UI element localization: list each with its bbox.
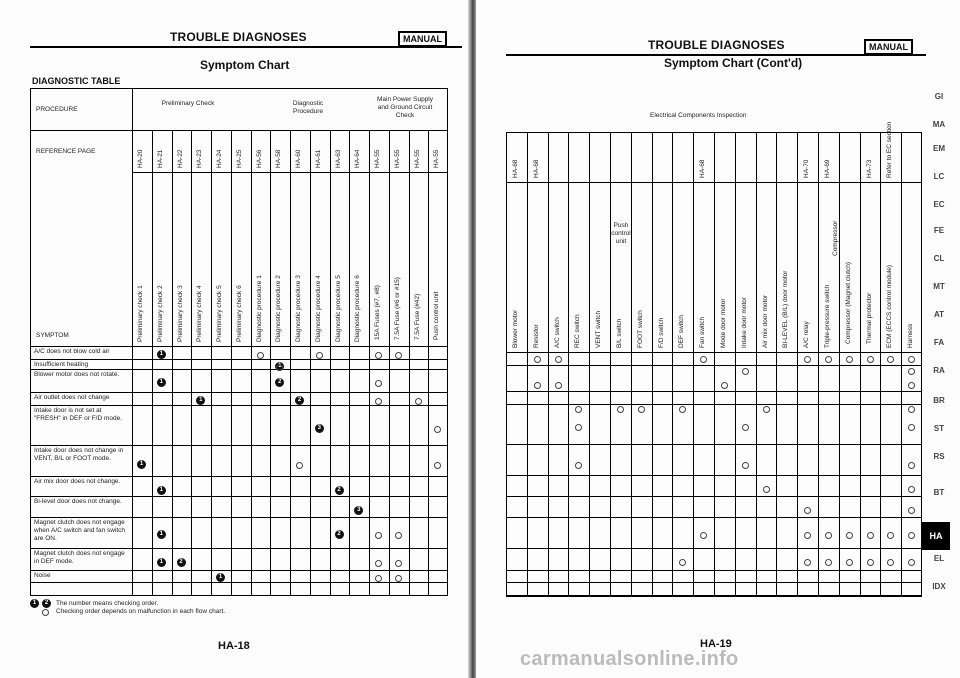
reference-page-cell: HA-70 (803, 159, 811, 178)
table-row (30, 392, 448, 393)
column-line (191, 130, 192, 596)
reference-page-cell: HA-55 (433, 149, 441, 168)
component-label: B/L switch (616, 318, 623, 348)
column-line (330, 130, 331, 596)
depends-mark (375, 398, 382, 405)
component-label: VENT switch (595, 310, 603, 348)
depends-mark (316, 352, 323, 359)
depends-mark (867, 532, 874, 539)
table-row (506, 582, 922, 583)
order-mark: 3 (354, 506, 363, 515)
side-tab-lc[interactable]: LC (933, 172, 945, 181)
column-line (231, 130, 232, 596)
legend-text-depends: Checking order depends on malfunction in each flow chart. (56, 608, 226, 615)
side-tab-mt[interactable]: MT (933, 282, 945, 291)
depends-mark (825, 356, 832, 363)
depends-mark (846, 356, 853, 363)
component-label: Air mix door motor (761, 294, 769, 348)
reference-page-cell: HA-61 (314, 149, 322, 168)
column-line (211, 130, 212, 596)
depends-mark (555, 382, 562, 389)
depends-mark (721, 382, 728, 389)
component-label: Intake door motor (740, 297, 748, 348)
component-label: Harness (907, 323, 915, 348)
depends-mark (763, 486, 770, 493)
table-row (30, 369, 448, 370)
column-line (548, 132, 549, 596)
column-line (672, 132, 673, 596)
depends-mark (375, 575, 382, 582)
check-step-label: Preliminary check 5 (216, 285, 223, 342)
column-line (714, 132, 715, 596)
depends-mark (825, 559, 832, 566)
table-row (506, 475, 922, 476)
page-subtitle: Symptom Chart (Cont'd) (664, 56, 803, 70)
column-line (818, 132, 819, 596)
page-header: TROUBLE DIAGNOSES (170, 30, 307, 44)
column-line (735, 132, 736, 596)
group-preliminary: Preliminary Check (161, 100, 215, 107)
header-rule (30, 46, 462, 48)
depends-mark (375, 352, 382, 359)
legend-dot-2: 2 (42, 599, 51, 608)
column-line (290, 130, 291, 596)
side-tab-fa[interactable]: FA (933, 338, 945, 347)
page-number: HA-19 (700, 638, 732, 650)
page-header: TROUBLE DIAGNOSES (648, 38, 785, 52)
depends-mark (395, 532, 402, 539)
manual-badge: MANUAL (398, 31, 447, 47)
order-mark: 1 (157, 558, 166, 567)
check-step-label: Preliminary check 6 (235, 285, 243, 342)
watermark: carmanualsonline.info (520, 648, 739, 670)
check-step-label: Preliminary check 2 (156, 285, 164, 342)
order-mark: 1 (157, 530, 166, 539)
depends-mark (867, 356, 874, 363)
column-line (901, 132, 902, 596)
order-mark: 1 (157, 486, 166, 495)
table-row (30, 405, 448, 406)
column-line (409, 130, 410, 596)
symptom-row-label: Insufficient heating (34, 361, 89, 368)
order-mark: 2 (295, 396, 304, 405)
table-row (506, 517, 922, 518)
component-label: Blower motor (512, 309, 519, 348)
current-section-tab[interactable]: HA (922, 522, 950, 550)
reference-page-cell: HA-69 (824, 159, 831, 178)
reference-page-cell: HA-60 (295, 149, 302, 168)
side-tab-fe[interactable]: FE (933, 226, 945, 235)
symptom-divider (30, 346, 448, 347)
check-step-label: Diagnostic procedure 5 (334, 275, 342, 342)
legend-ring (42, 609, 49, 616)
depends-mark (534, 382, 541, 389)
symptom-row-label: A/C does not blow cold air (34, 348, 110, 355)
table-row (30, 445, 448, 446)
column-line (389, 130, 390, 596)
component-label: Fan switch (699, 316, 707, 348)
component-label: Compressor (Magnet clutch) (844, 262, 852, 344)
depends-mark (395, 352, 402, 359)
side-tab-st[interactable]: ST (933, 424, 945, 433)
check-step-label: 15A Fuses (#7, #8) (374, 285, 381, 340)
order-mark: 1 (157, 350, 166, 359)
table-row (30, 582, 448, 583)
column-line (568, 132, 569, 596)
column-line (839, 132, 840, 596)
depends-mark (534, 356, 541, 363)
reference-label: REFERENCE PAGE (36, 148, 96, 155)
procedure-label: PROCEDURE (36, 106, 78, 113)
symptom-row-label: Air mix door does not change. (34, 478, 121, 485)
reference-page-cell: HA-68 (532, 159, 540, 178)
component-label: A/C relay (803, 321, 811, 348)
depends-mark (375, 560, 382, 567)
column-line (693, 132, 694, 596)
table-row (506, 365, 922, 366)
table-row (506, 391, 922, 392)
column-line (610, 132, 611, 596)
side-tab-br[interactable]: BR (933, 396, 945, 405)
component-label: Resistor (532, 324, 540, 348)
side-tab-rs[interactable]: RS (933, 452, 945, 461)
component-label: FOOT switch (636, 310, 644, 348)
component-label: A/C switch (553, 317, 561, 348)
section-title: DIAGNOSTIC TABLE (32, 76, 121, 86)
column-line (172, 130, 173, 596)
component-label: REC switch (574, 314, 582, 348)
order-mark: 2 (177, 558, 186, 567)
depends-mark (395, 575, 402, 582)
symptom-row-label: Magnet clutch does not engage when A/C switch and fan switch are ON. (34, 519, 126, 542)
table-row (506, 596, 922, 597)
reference-page-cell: HA-21 (156, 149, 164, 168)
side-tab-el[interactable]: EL (933, 554, 945, 563)
component-label: F/D switch (657, 317, 665, 348)
component-label: Mode door motor (720, 298, 727, 348)
depends-mark (296, 462, 303, 469)
check-step-label: 7.5A Fuse (#6 or #15) (393, 277, 401, 340)
depends-mark (555, 356, 562, 363)
depends-mark (763, 406, 770, 413)
depends-mark (742, 368, 749, 375)
push-control-label: Push control unit (611, 222, 631, 245)
column-line (797, 132, 798, 596)
compressor-group-label: Compressor (832, 220, 839, 256)
order-mark: 2 (275, 378, 284, 387)
symptom-row-label: Magnet clutch does not engage in DEF mode. (34, 550, 125, 565)
check-step-label: Diagnostic procedure 3 (295, 275, 302, 342)
table-row (30, 548, 448, 549)
symptom-row-label: Noise (34, 572, 51, 579)
symptom-row-label: Intake door does not change in VENT, B/L or FOOT mode. (34, 447, 124, 462)
check-step-label: Diagnostic procedure 6 (354, 275, 362, 342)
order-mark: 1 (216, 573, 225, 582)
legend-text-order: The number means checking order. (56, 600, 159, 607)
table-row (30, 359, 448, 360)
table-row (30, 496, 448, 497)
check-step-label: Diagnostic procedure 4 (314, 275, 322, 342)
order-mark: 1 (196, 396, 205, 405)
table-row (30, 570, 448, 571)
reference-page-cell: HA-56 (255, 149, 263, 168)
reference-page-cell: HA-55 (413, 149, 421, 168)
table-row (506, 496, 922, 497)
column-line (310, 130, 311, 596)
header-divider (30, 130, 448, 131)
depends-mark (638, 406, 645, 413)
order-mark: 1 (137, 460, 146, 469)
reference-page-cell: HA-20 (137, 149, 144, 168)
column-line (652, 132, 653, 596)
symptom-row-label: Bi-level door does not change. (34, 498, 122, 505)
component-label: ECM (ECCS control module) (886, 264, 894, 348)
page-number: HA-18 (218, 640, 250, 652)
symptom-row-label: Blower motor does not rotate. (34, 371, 120, 378)
side-tab-idx[interactable]: IDX (932, 582, 946, 591)
column-line (589, 132, 590, 596)
side-tab-ec[interactable]: EC (933, 200, 945, 209)
side-tab-ra[interactable]: RA (933, 366, 945, 375)
reference-page-cell: HA-22 (176, 149, 184, 168)
depends-mark (395, 560, 402, 567)
column-line (880, 132, 881, 596)
column-line (369, 130, 370, 596)
table-row (506, 444, 922, 445)
reference-page-cell: HA-63 (334, 149, 342, 168)
symptom-row-label: Air outlet does not change (34, 394, 110, 401)
table-row (30, 476, 448, 477)
group-main-power: Main Power Supply and Ground Circuit Check (377, 96, 433, 119)
side-tab-bt[interactable]: BT (933, 488, 945, 497)
check-step-label: Preliminary check 4 (196, 285, 204, 342)
reference-page-cell: HA-55 (393, 149, 401, 168)
column-line (428, 130, 429, 596)
order-mark: 1 (157, 378, 166, 387)
reference-page-cell: HA-23 (196, 149, 204, 168)
column-line (631, 132, 632, 596)
column-line (527, 132, 528, 596)
side-tab-cl[interactable]: CL (933, 254, 945, 263)
depends-mark (846, 532, 853, 539)
check-step-label: Preliminary check 3 (176, 285, 184, 342)
reference-page-cell: HA-73 (865, 159, 873, 178)
reference-page-cell: Refer to EC section (886, 121, 894, 178)
left-page (0, 0, 470, 678)
reference-page-cell: HA-25 (235, 149, 243, 168)
reference-page-cell: HA-68 (512, 159, 519, 178)
column-line (270, 130, 271, 596)
side-tab-gi[interactable]: GI (934, 92, 944, 101)
symptom-column-divider (132, 88, 133, 596)
order-mark: 2 (335, 486, 344, 495)
legend-dot-1: 1 (30, 599, 39, 608)
table-row (506, 570, 922, 571)
reference-page-cell: HA-58 (275, 149, 283, 168)
manual-badge: MANUAL (864, 39, 913, 55)
side-tab-em[interactable]: EM (933, 144, 945, 153)
symptom-row-label: Intake door is not set at "FRESH" in DEF or F/D mode. (34, 407, 123, 422)
order-mark: 1 (275, 362, 284, 371)
component-label: Triple-pressure switch (824, 284, 831, 348)
column-line (756, 132, 757, 596)
check-step-label: Preliminary check 1 (137, 285, 144, 342)
order-mark: 2 (335, 530, 344, 539)
column-line (349, 130, 350, 596)
depends-mark (846, 559, 853, 566)
order-mark: 3 (315, 424, 324, 433)
depends-mark (375, 532, 382, 539)
group-diagnostic: Diagnostic Procedure (292, 100, 324, 115)
side-tab-at[interactable]: AT (933, 310, 945, 319)
depends-mark (257, 352, 264, 359)
page-subtitle: Symptom Chart (200, 58, 290, 72)
component-label: DEF switch (678, 315, 686, 348)
depends-mark (867, 559, 874, 566)
electrical-label: Electrical Components Inspection (650, 112, 747, 119)
table-row (506, 352, 922, 353)
table-row (30, 517, 448, 518)
right-page (476, 0, 960, 678)
column-line (152, 130, 153, 596)
reference-page-cell: HA-68 (699, 159, 707, 178)
reference-page-cell: HA-55 (374, 149, 381, 168)
column-line (860, 132, 861, 596)
depends-mark (825, 532, 832, 539)
column-line (776, 132, 777, 596)
table-row (506, 404, 922, 405)
reference-page-cell: HA-64 (354, 149, 362, 168)
check-step-label: Diagnostic procedure 1 (255, 275, 263, 342)
component-label: Thermal protector (865, 292, 873, 344)
check-step-label: Diagnostic procedure 2 (275, 275, 283, 342)
depends-mark (742, 462, 749, 469)
depends-mark (375, 380, 382, 387)
column-line (251, 130, 252, 596)
reference-page-cell: HA-24 (216, 149, 223, 168)
check-step-label: 7.5A Fuse (#42) (413, 293, 421, 340)
component-label: BI-LEVEL (B/L) door motor (782, 270, 790, 348)
depends-mark (415, 398, 422, 405)
depends-mark (742, 424, 749, 431)
side-tab-ma[interactable]: MA (932, 120, 946, 129)
depends-mark (617, 406, 624, 413)
table-row (506, 548, 922, 549)
check-step-label: Push control unit (433, 291, 441, 340)
symptom-label: SYMPTOM (36, 332, 69, 339)
